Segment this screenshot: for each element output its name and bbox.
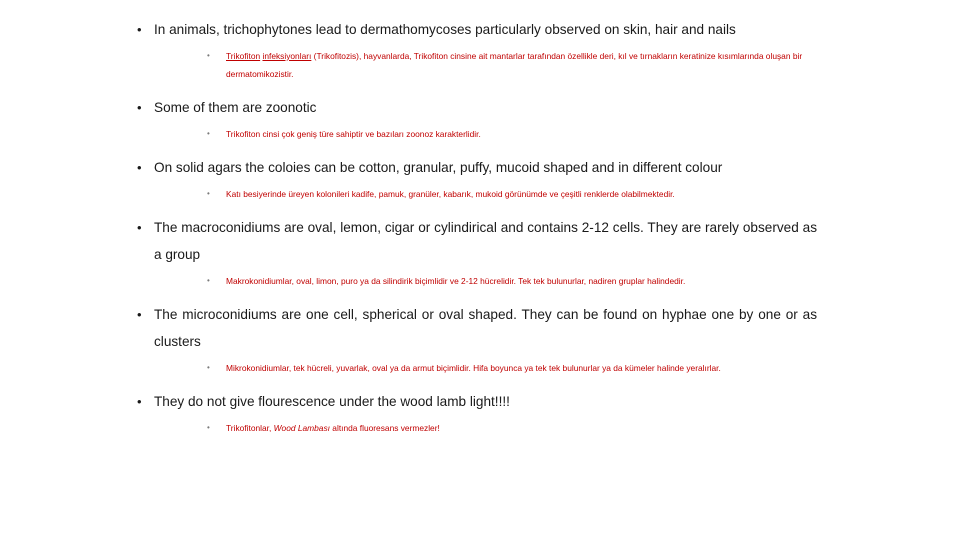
infeksiyonlari-link[interactable]: infeksiyonları: [262, 51, 312, 61]
main-bullet-1: [137, 16, 817, 43]
sub-bullet-5: [207, 359, 807, 377]
bullet-marker: •: [137, 394, 142, 409]
bullet-marker: •: [137, 160, 142, 175]
sub-bullet-text: Mikrokonidiumlar, tek hücreli, yuvarlak, oval ya da armut biçimlidir. Hifa boyunca ya tek tek bulunurlar ya da kümeler halinde yeralırlar.: [226, 363, 721, 373]
main-bullet-4: [137, 214, 817, 268]
sub-bullet-rest: (Trikofitozis), hayvanlarda, Trikofiton cinsine ait mantarlar tarafından özellikle deri, kıl ve tırnakların keratinize kısımlarında oluşan bir dermatomikozistir.: [226, 51, 803, 79]
main-bullet-text: The macroconidiums are oval, lemon, cigar or cylindirical and contains 2-12 cells. They are rarely observed as a group: [154, 220, 817, 262]
sub-bullet-6: [207, 419, 807, 437]
main-bullet-text: On solid agars the coloies can be cotton, granular, puffy, mucoid shaped and in different colour: [154, 160, 723, 175]
sub-bullet-2: [207, 125, 807, 143]
main-bullet-text: They do not give flourescence under the wood lamb light!!!!: [154, 394, 510, 409]
main-bullet-6: [137, 388, 817, 415]
sub-bullet-marker: •: [207, 51, 210, 60]
sub-bullet-part-a: Trikofitonlar,: [226, 423, 274, 433]
bullet-marker: •: [137, 100, 142, 115]
main-bullet-text: Some of them are zoonotic: [154, 100, 317, 115]
sub-bullet-marker: •: [207, 276, 210, 285]
sub-bullet-part-b: altında fluoresans vermezler!: [329, 423, 440, 433]
wood-lamp-term: Wood Lambası: [273, 423, 330, 433]
sub-bullet-marker: •: [207, 423, 210, 432]
sub-bullet-1: [207, 47, 807, 83]
sub-bullet-marker: •: [207, 363, 210, 372]
bullet-marker: •: [137, 220, 142, 235]
bullet-marker: •: [137, 22, 142, 37]
bullet-marker: •: [137, 307, 142, 322]
trikofiton-link[interactable]: Trikofiton: [226, 51, 261, 61]
sub-bullet-text: [226, 47, 807, 83]
sub-bullet-marker: •: [207, 129, 210, 138]
main-bullet-5: [137, 301, 817, 355]
sub-bullet-3: [207, 185, 807, 203]
main-bullet-2: [137, 94, 817, 121]
sub-bullet-4: [207, 272, 807, 290]
sub-bullet-text: [226, 419, 807, 437]
main-bullet-text: The microconidiums are one cell, spherical or oval shaped. They can be found on hyphae one by one or as clusters: [154, 307, 817, 349]
main-bullet-text: In animals, trichophytones lead to dermathomycoses particularly observed on skin, hair and nails: [154, 22, 736, 37]
sub-bullet-text: Katı besiyerinde üreyen kolonileri kadife, pamuk, granüler, kabarık, mukoid görünümde ve çeşitli renklerde olabilmektedir.: [226, 189, 675, 199]
main-bullet-3: [137, 154, 817, 181]
sub-bullet-text: Trikofiton cinsi çok geniş türe sahiptir ve bazıları zoonoz karakterlidir.: [226, 129, 481, 139]
sub-bullet-text: Makrokonidiumlar, oval, limon, puro ya da silindirik biçimlidir ve 2-12 hücrelidir. Tek tek bulunurlar, nadiren gruplar halindedir.: [226, 276, 686, 286]
sub-bullet-marker: •: [207, 189, 210, 198]
